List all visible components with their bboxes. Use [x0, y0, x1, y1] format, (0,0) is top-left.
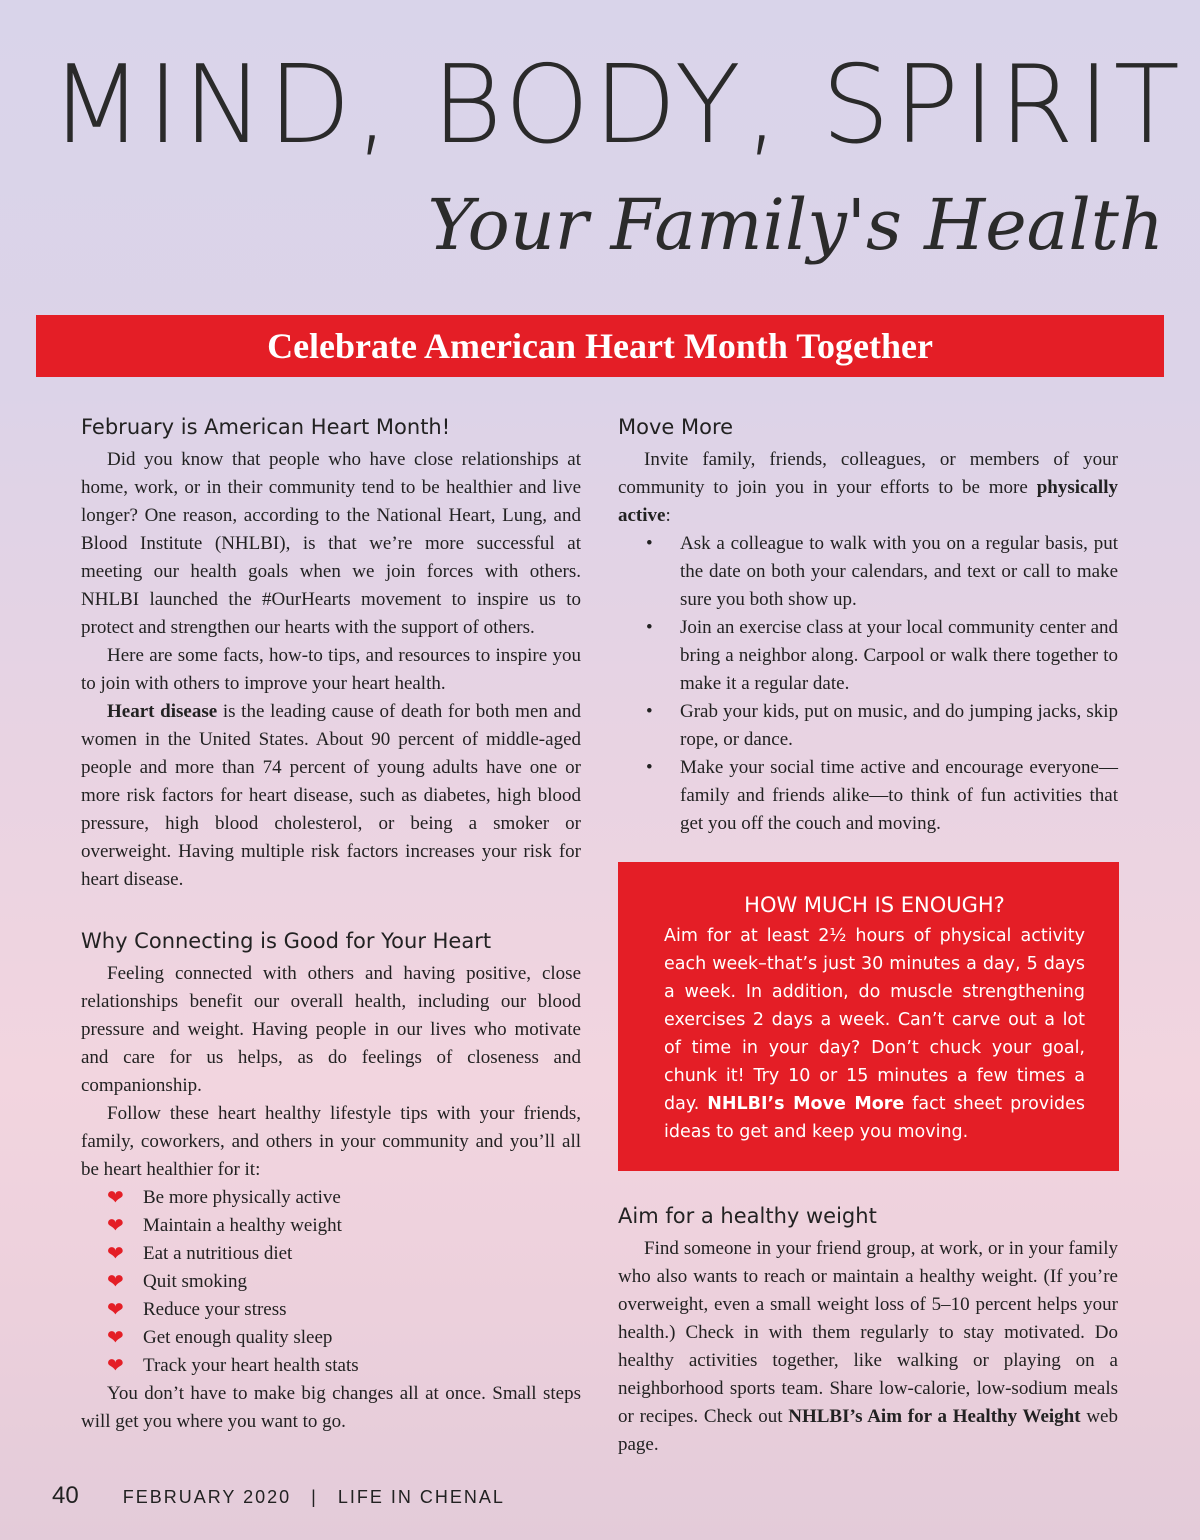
paragraph-text: Find someone in your friend group, at work, or in your family who also wants to reach or maintain a healthy weight. (If you’re overweight, even a small weight loss of 5–10 percent helps your health.) Check in with them regularly to stay motivated. Do healthy activities together, like walking or playing on a neighborhood sports team. Share low-calorie, low-sodium meals or recipes. Check out: [618, 1238, 1118, 1427]
list-item: [107, 1268, 581, 1296]
bullet-icon: •: [646, 617, 653, 638]
list-item: [107, 1352, 581, 1380]
bold-term: NHLBI’s Aim for a Healthy Weight: [788, 1406, 1081, 1427]
bold-term: Heart disease: [107, 701, 218, 722]
paragraph: [618, 1235, 1118, 1459]
list-item-label: Grab your kids, put on music, and do jumping jacks, skip rope, or dance.: [680, 701, 1118, 750]
list-item: [107, 1324, 581, 1352]
list-item: [107, 1240, 581, 1268]
heart-icon: ❤: [107, 1215, 124, 1237]
list-item-label: Quit smoking: [143, 1271, 247, 1292]
bullet-icon: •: [646, 533, 653, 554]
callout-box: [618, 862, 1119, 1171]
bold-term: NHLBI’s Move More: [707, 1094, 905, 1114]
paragraph: Here are some facts, how-to tips, and resources to inspire you to join with others to improve your heart health.: [81, 645, 581, 694]
paragraph: [618, 446, 1118, 530]
page-subtitle: Your Family's Health: [427, 184, 1164, 266]
list-item-label: Maintain a healthy weight: [143, 1215, 342, 1236]
page-title: MIND, BODY, SPIRIT: [50, 43, 1184, 168]
list-item-label: Eat a nutritious diet: [143, 1243, 293, 1264]
list-item: [618, 614, 1118, 698]
heart-icon: ❤: [107, 1299, 124, 1321]
callout-body: fact sheet provides ideas to get and keep you moving.: [664, 1094, 1085, 1142]
bullet-icon: •: [646, 701, 653, 722]
publication-name: LIFE IN CHENAL: [337, 1487, 505, 1507]
list-item-label: Be more physically active: [143, 1187, 341, 1208]
list-item: [618, 698, 1118, 754]
list-item: [618, 530, 1118, 614]
bold-term: physically active: [618, 477, 1118, 526]
callout-text: [664, 922, 1085, 1146]
section-heading-healthy-weight: Aim for a healthy weight: [618, 1204, 877, 1228]
footer-separator: |: [311, 1487, 318, 1507]
page-footer: [52, 1482, 505, 1510]
list-item: [107, 1296, 581, 1324]
paragraph: You don’t have to make big changes all at once. Small steps will get you where you want to go.: [81, 1383, 581, 1432]
list-item-label: Reduce your stress: [143, 1299, 287, 1320]
list-item-label: Track your heart health stats: [143, 1355, 359, 1376]
issue-date: FEBRUARY 2020: [122, 1487, 292, 1507]
section-heading-connecting: Why Connecting is Good for Your Heart: [81, 929, 492, 953]
bullet-icon: •: [646, 757, 653, 778]
list-item: [107, 1212, 581, 1240]
heart-icon: ❤: [107, 1355, 124, 1377]
list-item-label: Join an exercise class at your local community center and bring a neighbor along. Carpool or walk there together to make it a regular date.: [680, 617, 1118, 694]
left-column: [81, 412, 581, 1436]
tips-list: [81, 1184, 581, 1380]
heart-icon: ❤: [107, 1187, 124, 1209]
callout-heading: HOW MUCH IS ENOUGH?: [744, 893, 1005, 917]
page-number: 40: [52, 1482, 79, 1509]
right-column: [618, 412, 1118, 1459]
paragraph: Follow these heart healthy lifestyle tips with your friends, family, coworkers, and others in your community and you’ll all be heart healthier for it:: [81, 1103, 581, 1180]
paragraph: [81, 698, 581, 894]
heart-icon: ❤: [107, 1243, 124, 1265]
list-item: [618, 754, 1118, 838]
section-heading-heart-month: February is American Heart Month!: [81, 415, 451, 439]
list-item-label: Ask a colleague to walk with you on a regular basis, put the date on both your calendars, and text or call to make sure you both show up.: [680, 533, 1118, 610]
list-item-label: Make your social time active and encourage everyone—family and friends alike—to think of fun activities that get you off the couch and moving.: [680, 757, 1118, 834]
paragraph-text: Invite family, friends, colleagues, or members of your community to join you in your efforts to be more: [618, 449, 1118, 498]
callout-body: Aim for at least 2½ hours of physical activity each week–that’s just 30 minutes a day, 5 days a week. In addition, do muscle strengthening exercises 2 days a week. Can’t carve out a lot of time in your day? Don’t chuck your goal, chunk it! Try 10 or 15 minutes a few times a day.: [664, 926, 1085, 1114]
section-heading-move-more: Move More: [618, 415, 734, 439]
list-item-label: Get enough quality sleep: [143, 1327, 333, 1348]
paragraph-text: web page.: [618, 1406, 1118, 1455]
banner-headline: Celebrate American Heart Month Together: [36, 315, 1164, 377]
paragraph-text: is the leading cause of death for both men and women in the United States. About 90 percent of middle-aged people and more than 74 percent of young adults have one or more risk factors for heart disease, such as diabetes, high blood pressure, high blood cholesterol, or being a smoker or overweight. Having multiple risk factors increases your risk for heart disease.: [81, 701, 581, 890]
heart-icon: ❤: [107, 1271, 124, 1293]
paragraph: Feeling connected with others and having positive, close relationships benefit our overall health, including our blood pressure and weight. Having people in our lives who motivate and care for us helps, as do feelings of closeness and companionship.: [81, 963, 581, 1096]
activity-list: [618, 530, 1118, 838]
paragraph: Did you know that people who have close relationships at home, work, or in their community tend to be healthier and live longer? One reason, according to the National Heart, Lung, and Blood Institute (NHLBI), is that we’re more successful at meeting our health goals when we join forces with others. NHLBI launched the #OurHearts movement to inspire us to protect and strengthen our hearts with the support of others.: [81, 449, 581, 638]
heart-icon: ❤: [107, 1327, 124, 1349]
paragraph-text: :: [665, 505, 671, 526]
list-item: [107, 1184, 581, 1212]
